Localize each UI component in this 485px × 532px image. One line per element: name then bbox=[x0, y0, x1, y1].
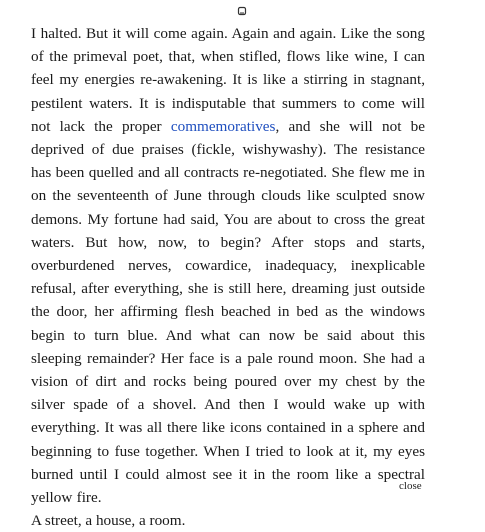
commemoratives-link[interactable]: commemoratives bbox=[170, 117, 276, 135]
close-button[interactable]: close bbox=[399, 480, 422, 492]
page-icon[interactable] bbox=[237, 6, 247, 16]
passage-text-start: I halted. But it will come again. Again and again. Like the song of the primeval poet, that, when stifled, flows like wine, I can feel my energies re-awakening. It is like a stirring in stagnant, pestilent waters. It is indisputable that summers to come will not lack the proper bbox=[31, 25, 425, 135]
closing-line: A street, a house, a room. bbox=[31, 512, 186, 530]
passage-text-end: , and she will not be deprived of due praises (fickle, wishywashy). The resistance has been quelled and all contracts re-negotiated. She flew me in on the seventeenth of June through clouds like sculpted snow demons. My fortune had said, You are about to cross the great waters. But how, now, to begin? After stops and starts, overburdened nerves, cowardice, inadequacy, inexplicable refusal, after everything, she is still here, dreaming just outside the door, her affirming flesh beached in bed as the windows begin to turn blue. And what can now be said about this sleeping remainder? Her face is a pale round moon. She had a vision of dirt and rocks being poured over my chest by the silver spade of a shovel. And then I would wake up with everything. It was all there like icons contained in a sphere and beginning to fuse together. When I tried to look at it, my eyes burned until I could almost see it in the room like a spectral yellow fire. bbox=[31, 117, 425, 507]
passage-paragraph bbox=[31, 22, 425, 509]
reading-pane bbox=[31, 22, 425, 532]
